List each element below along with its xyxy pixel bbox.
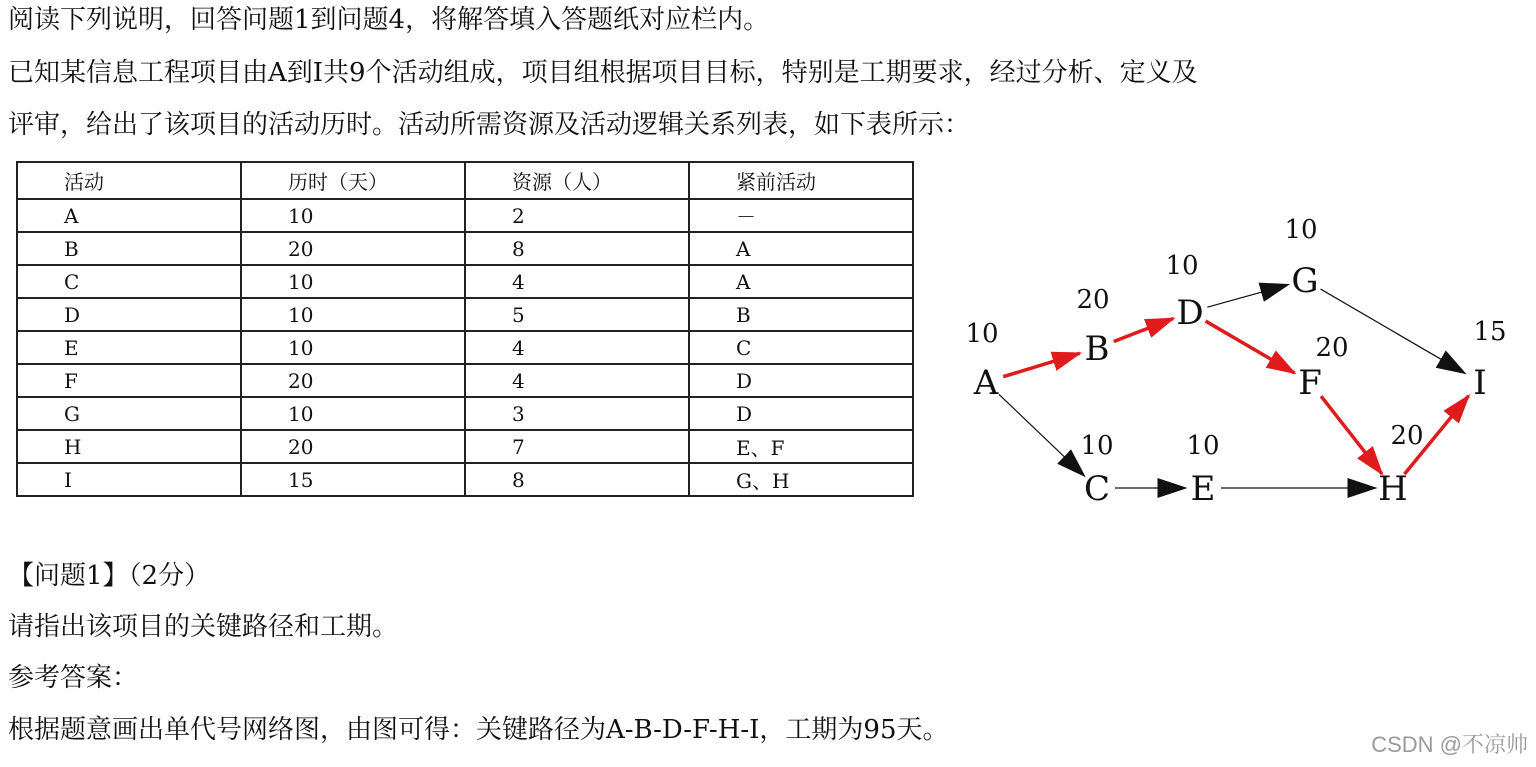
cell-predecessors: E、F xyxy=(689,430,913,463)
cell-activity: E xyxy=(17,331,241,364)
node-duration-H: 20 xyxy=(1390,421,1424,451)
table-row xyxy=(17,265,913,298)
cell-predecessors: G、H xyxy=(689,463,913,496)
header-predecessors: 紧前活动 xyxy=(689,162,913,199)
node-duration-C: 10 xyxy=(1080,431,1114,461)
header-duration: 历时（天） xyxy=(241,162,465,199)
cell-resources: 4 xyxy=(465,265,689,298)
cell-activity: G xyxy=(17,397,241,430)
reference-label: 参考答案： xyxy=(8,663,139,693)
edge-B-D xyxy=(1114,318,1173,341)
edge-F-H xyxy=(1321,396,1382,474)
node-I: I xyxy=(1473,363,1487,403)
cell-activity: I xyxy=(17,463,241,496)
cell-duration: 20 xyxy=(241,232,465,265)
node-duration-B: 20 xyxy=(1076,285,1110,315)
cell-activity: A xyxy=(17,199,241,232)
intro-line-3: 评审，给出了该项目的活动历时。活动所需资源及活动逻辑关系列表，如下表所示： xyxy=(8,110,971,140)
cell-duration: 10 xyxy=(241,298,465,331)
cell-duration: 10 xyxy=(241,397,465,430)
node-duration-G: 10 xyxy=(1284,215,1318,245)
cell-duration: 15 xyxy=(241,463,465,496)
cell-predecessors: A xyxy=(689,232,913,265)
cell-predecessors: D xyxy=(689,364,913,397)
intro-line-1: 阅读下列说明，回答问题1到问题4，将解答填入答题纸对应栏内。 xyxy=(8,5,770,35)
cell-resources: 8 xyxy=(465,232,689,265)
node-duration-I: 15 xyxy=(1473,317,1507,347)
cell-activity: B xyxy=(17,232,241,265)
table-row xyxy=(17,331,913,364)
table-header-row xyxy=(17,162,913,199)
node-duration-A: 10 xyxy=(965,319,999,349)
table-row xyxy=(17,397,913,430)
table-row xyxy=(17,298,913,331)
node-D: D xyxy=(1176,293,1204,333)
cell-duration: 10 xyxy=(241,331,465,364)
header-activity: 活动 xyxy=(17,162,241,199)
cell-resources: 7 xyxy=(465,430,689,463)
cell-predecessors: － xyxy=(689,199,913,232)
edge-A-C xyxy=(999,394,1084,475)
cell-activity: D xyxy=(17,298,241,331)
cell-activity: C xyxy=(17,265,241,298)
edge-D-F xyxy=(1206,321,1295,373)
table-row xyxy=(17,364,913,397)
cell-duration: 10 xyxy=(241,265,465,298)
table-row xyxy=(17,199,913,232)
node-duration-F: 20 xyxy=(1315,333,1349,363)
cell-predecessors: C xyxy=(689,331,913,364)
cell-duration: 10 xyxy=(241,199,465,232)
cell-predecessors: D xyxy=(689,397,913,430)
node-duration-E: 10 xyxy=(1186,431,1220,461)
cell-activity: H xyxy=(17,430,241,463)
activity-table xyxy=(16,161,914,497)
node-A: A xyxy=(973,363,999,403)
table-row xyxy=(17,430,913,463)
header-resources: 资源（人） xyxy=(465,162,689,199)
cell-resources: 5 xyxy=(465,298,689,331)
reference-answer: 根据题意画出单代号网络图，由图可得：关键路径为A-B-D-F-H-I，工期为95天。 xyxy=(8,715,949,745)
cell-predecessors: B xyxy=(689,298,913,331)
node-G: G xyxy=(1291,261,1319,301)
network-diagram xyxy=(940,200,1520,540)
cell-resources: 4 xyxy=(465,364,689,397)
node-F: F xyxy=(1298,363,1322,403)
question-1-title: 【问题1】（2分） xyxy=(8,561,211,591)
cell-activity: F xyxy=(17,364,241,397)
question-1-desc: 请指出该项目的关键路径和工期。 xyxy=(8,612,399,642)
node-H: H xyxy=(1378,469,1408,509)
cell-resources: 3 xyxy=(465,397,689,430)
intro-line-2: 已知某信息工程项目由A到I共9个活动组成，项目组根据项目目标，特别是工期要求，经过分析、定义及 xyxy=(8,58,1198,88)
network-edges xyxy=(999,285,1469,488)
watermark: CSDN @不凉帅 xyxy=(1371,732,1528,757)
node-B: B xyxy=(1084,329,1110,369)
cell-duration: 20 xyxy=(241,430,465,463)
edge-A-B xyxy=(1003,353,1080,376)
cell-duration: 20 xyxy=(241,364,465,397)
node-E: E xyxy=(1190,469,1216,509)
table-row xyxy=(17,463,913,496)
node-C: C xyxy=(1083,469,1111,509)
cell-predecessors: A xyxy=(689,265,913,298)
cell-resources: 4 xyxy=(465,331,689,364)
node-duration-D: 10 xyxy=(1165,251,1199,281)
edge-D-G xyxy=(1207,285,1287,307)
cell-resources: 2 xyxy=(465,199,689,232)
cell-resources: 8 xyxy=(465,463,689,496)
table-row xyxy=(17,232,913,265)
